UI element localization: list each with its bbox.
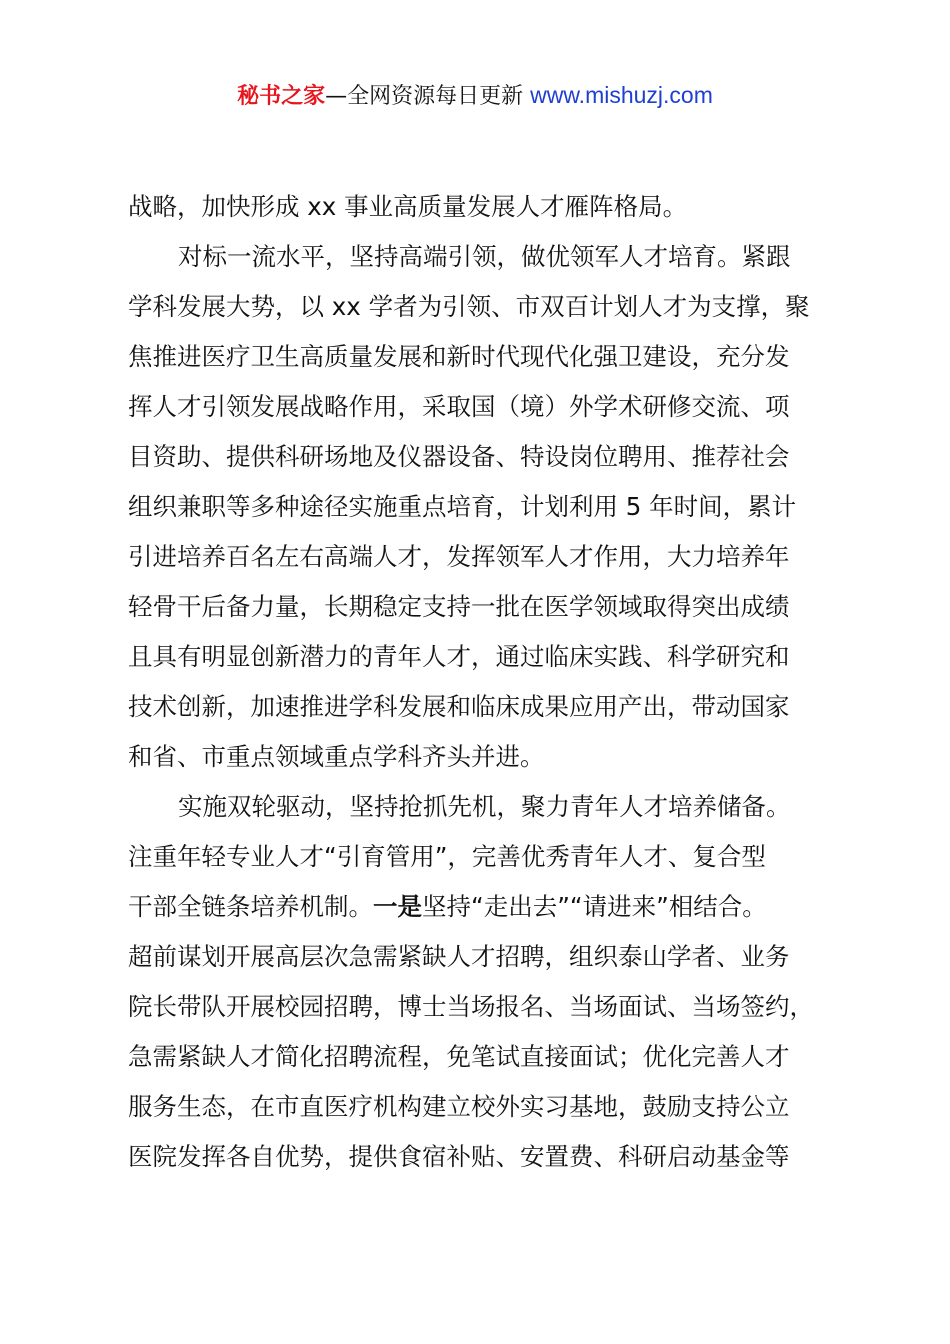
text-line: 焦推进医疗卫生高质量发展和新时代现代化强卫建设，充分发 xyxy=(128,342,790,371)
text-line: 急需紧缺人才简化招聘流程，免笔试直接面试；优化完善人才 xyxy=(128,1042,790,1071)
paragraph-start-line: 实施双轮驱动，坚持抢抓先机，聚力青年人才培养储备。 xyxy=(178,792,791,821)
text-line: 服务生态，在市直医疗机构建立校外实习基地，鼓励支持公立 xyxy=(128,1092,790,1121)
text-line: 和省、市重点领域重点学科齐头并进。 xyxy=(128,742,545,771)
text-line: 注重年轻专业人才“引育管用”，完善优秀青年人才、复合型 xyxy=(128,842,766,871)
text-line: 轻骨干后备力量，长期稳定支持一批在医学领域取得突出成绩 xyxy=(128,592,790,621)
text-line: 组织兼职等多种途径实施重点培育，计划利用 5 年时间，累计 xyxy=(128,492,797,521)
text-segment: 干部全链条培养机制。 xyxy=(128,892,373,921)
text-segment: 坚持“走出去”“请进来”相结合。 xyxy=(422,892,767,921)
text-line: 目资助、提供科研场地及仪器设备、特设岗位聘用、推荐社会 xyxy=(128,442,790,471)
text-line: 战略，加快形成 xx 事业高质量发展人才雁阵格局。 xyxy=(128,192,688,221)
document-body xyxy=(128,182,852,1182)
text-line: 学科发展大势，以 xx 学者为引领、市双百计划人才为支撑，聚 xyxy=(128,292,810,321)
emphasis-first: 一是 xyxy=(373,892,422,921)
header-tagline: —全网资源每日更新 xyxy=(325,84,524,109)
text-line: 挥人才引领发展战略作用，采取国（境）外学术研修交流、项 xyxy=(128,392,790,421)
text-line-with-emphasis xyxy=(128,882,852,932)
site-url[interactable]: www.mishuzj.com xyxy=(530,82,713,108)
text-line: 院长带队开展校园招聘，博士当场报名、当场面试、当场签约， xyxy=(128,992,814,1021)
text-line: 技术创新，加速推进学科发展和临床成果应用产出，带动国家 xyxy=(128,692,790,721)
brand-name: 秘书之家 xyxy=(237,84,326,109)
text-line: 医院发挥各自优势，提供食宿补贴、安置费、科研启动基金等 xyxy=(128,1142,790,1171)
page-header xyxy=(0,78,950,114)
text-line: 超前谋划开展高层次急需紧缺人才招聘，组织泰山学者、业务 xyxy=(128,942,790,971)
text-line: 引进培养百名左右高端人才，发挥领军人才作用，大力培养年 xyxy=(128,542,790,571)
paragraph-start-line: 对标一流水平，坚持高端引领，做优领军人才培育。紧跟 xyxy=(178,242,791,271)
text-line: 且具有明显创新潜力的青年人才，通过临床实践、科学研究和 xyxy=(128,642,790,671)
